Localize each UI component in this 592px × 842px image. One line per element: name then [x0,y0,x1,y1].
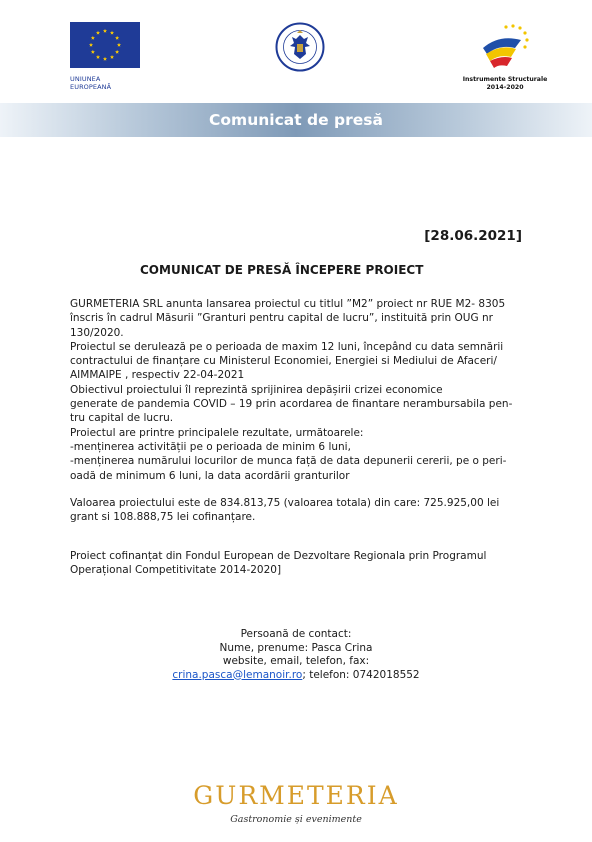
contact-heading: Persoană de contact: [240,628,352,640]
romanian-coat-of-arms-icon [275,22,325,72]
body-line: contractului de finanțare cu Ministerul Economiei, Energiei si Mediului de Afaceri/ [70,355,497,368]
body-paragraph [70,297,530,483]
press-release-banner [0,103,592,137]
contact-block [126,628,466,682]
contact-details [126,669,466,683]
value-line: grant si 108.888,75 lei cofinanțare. [70,511,256,524]
government-logo [275,22,325,72]
structural-caption-line1: Instrumente Structurale [462,76,548,83]
eu-logo [70,22,142,91]
cofinancing-line: Operațional Competitivitate 2014-2020] [70,564,282,577]
eu-caption: UNIUNEA EUROPEANĂ [70,75,112,91]
value-line: Valoarea proiectului este de 834.813,75 (valoarea totala) din care: 725.925,00 lei [70,497,500,509]
structural-instruments-logo [462,18,548,92]
body-line: GURMETERIA SRL anunta lansarea proiectul cu titlul ”M2” proiect nr RUE M2- 8305 [70,298,506,310]
contact-fields-label: website, email, telefon, fax: [222,655,370,667]
structural-instruments-caption [462,76,548,92]
body-line: oadă de minimum 6 luni, la data acordării granturilor [70,469,350,482]
release-date: [28.06.2021] [424,228,522,244]
brand-tagline: Gastronomie și evenimente [230,814,362,825]
banner-title: Comunicat de presă [209,111,383,129]
body-line: Proiectul se derulează pe o perioada de maxim 12 luni, începând cu data semnării [70,340,504,353]
cofinancing-paragraph [70,549,530,578]
contact-email-link[interactable]: crina.pasca@lemanoir.ro [172,668,303,681]
body-line: Obiectivul proiectului îl reprezintă sprijinirea depășirii crizei economice [70,383,443,396]
body-line: -menținerea numărului locurilor de munca față de data depunerii cererii, pe o peri- [70,455,507,468]
contact-name: Nume, prenume: Pasca Crina [219,641,373,654]
structural-caption-line2: 2014-2020 [486,84,524,91]
body-line: AIMMAIPE , respectiv 22-04-2021 [70,369,245,382]
body-line: generate de pandemia COVID – 19 prin acordarea de finantare nerambursabila pen- [70,398,513,411]
structural-instruments-icon [477,18,533,70]
contact-phone: ; telefon: 0742018552 [302,668,420,681]
cofinancing-line: Proiect cofinanțat din Fondul European de Dezvoltare Regionala prin Programul [70,550,487,562]
body-line: Proiectul are printre principalele rezultate, următoarele: [70,426,364,439]
body-line: -menținerea activității pe o perioada de minim 6 luni, [70,440,351,453]
gurmeteria-logo [186,782,406,825]
body-line: 130/2020. [70,326,124,339]
document-title: COMUNICAT DE PRESĂ ÎNCEPERE PROIECT [140,263,424,277]
brand-name: GURMETERIA [193,781,399,810]
eu-flag-icon [70,22,140,68]
body-line: înscris în cadrul Măsurii ”Granturi pentru capital de lucru”, instituită prin OUG nr [70,312,493,325]
project-value-paragraph [70,496,530,525]
body-line: tru capital de lucru. [70,412,174,425]
